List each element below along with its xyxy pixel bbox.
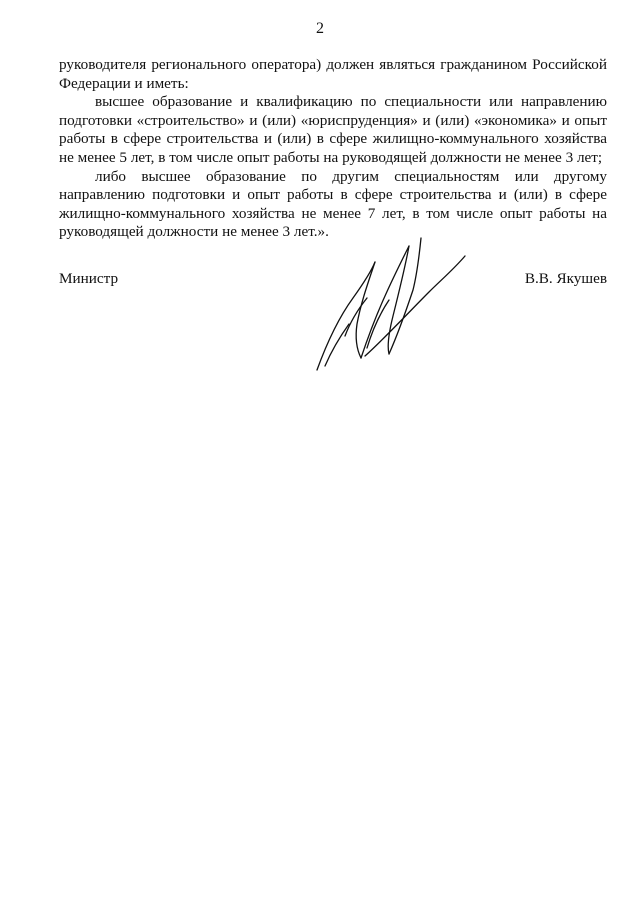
paragraph-requirement-2: либо высшее образование по другим специальностям или другому направлению подготовки и опыт работы в сфере строительства и (или) в сфере жилищно-коммунального хозяйства не менее 7 лет, в том числе опыт работы на руководящей должности не менее 3 лет.». [59, 167, 607, 241]
handwritten-signature [305, 228, 475, 373]
signer-title: Министр [59, 270, 119, 287]
document-body [59, 56, 607, 242]
signer-name: В.В. Якушев [524, 270, 607, 287]
paragraph-continuation: руководителя регионального оператора) должен являться гражданином Российской Федерации и иметь: [59, 56, 607, 92]
page-number: 2 [316, 20, 324, 37]
paragraph-requirement-1: высшее образование и квалификацию по специальности или направлению подготовки «строительство» и (или) «юриспруденция» и (или) «экономика» и опыт работы в сфере строительства и (или) в сфере жилищно-коммунального хозяйства не менее 5 лет, в том числе опыт работы на руководящей должности не менее 3 лет; [59, 93, 607, 166]
